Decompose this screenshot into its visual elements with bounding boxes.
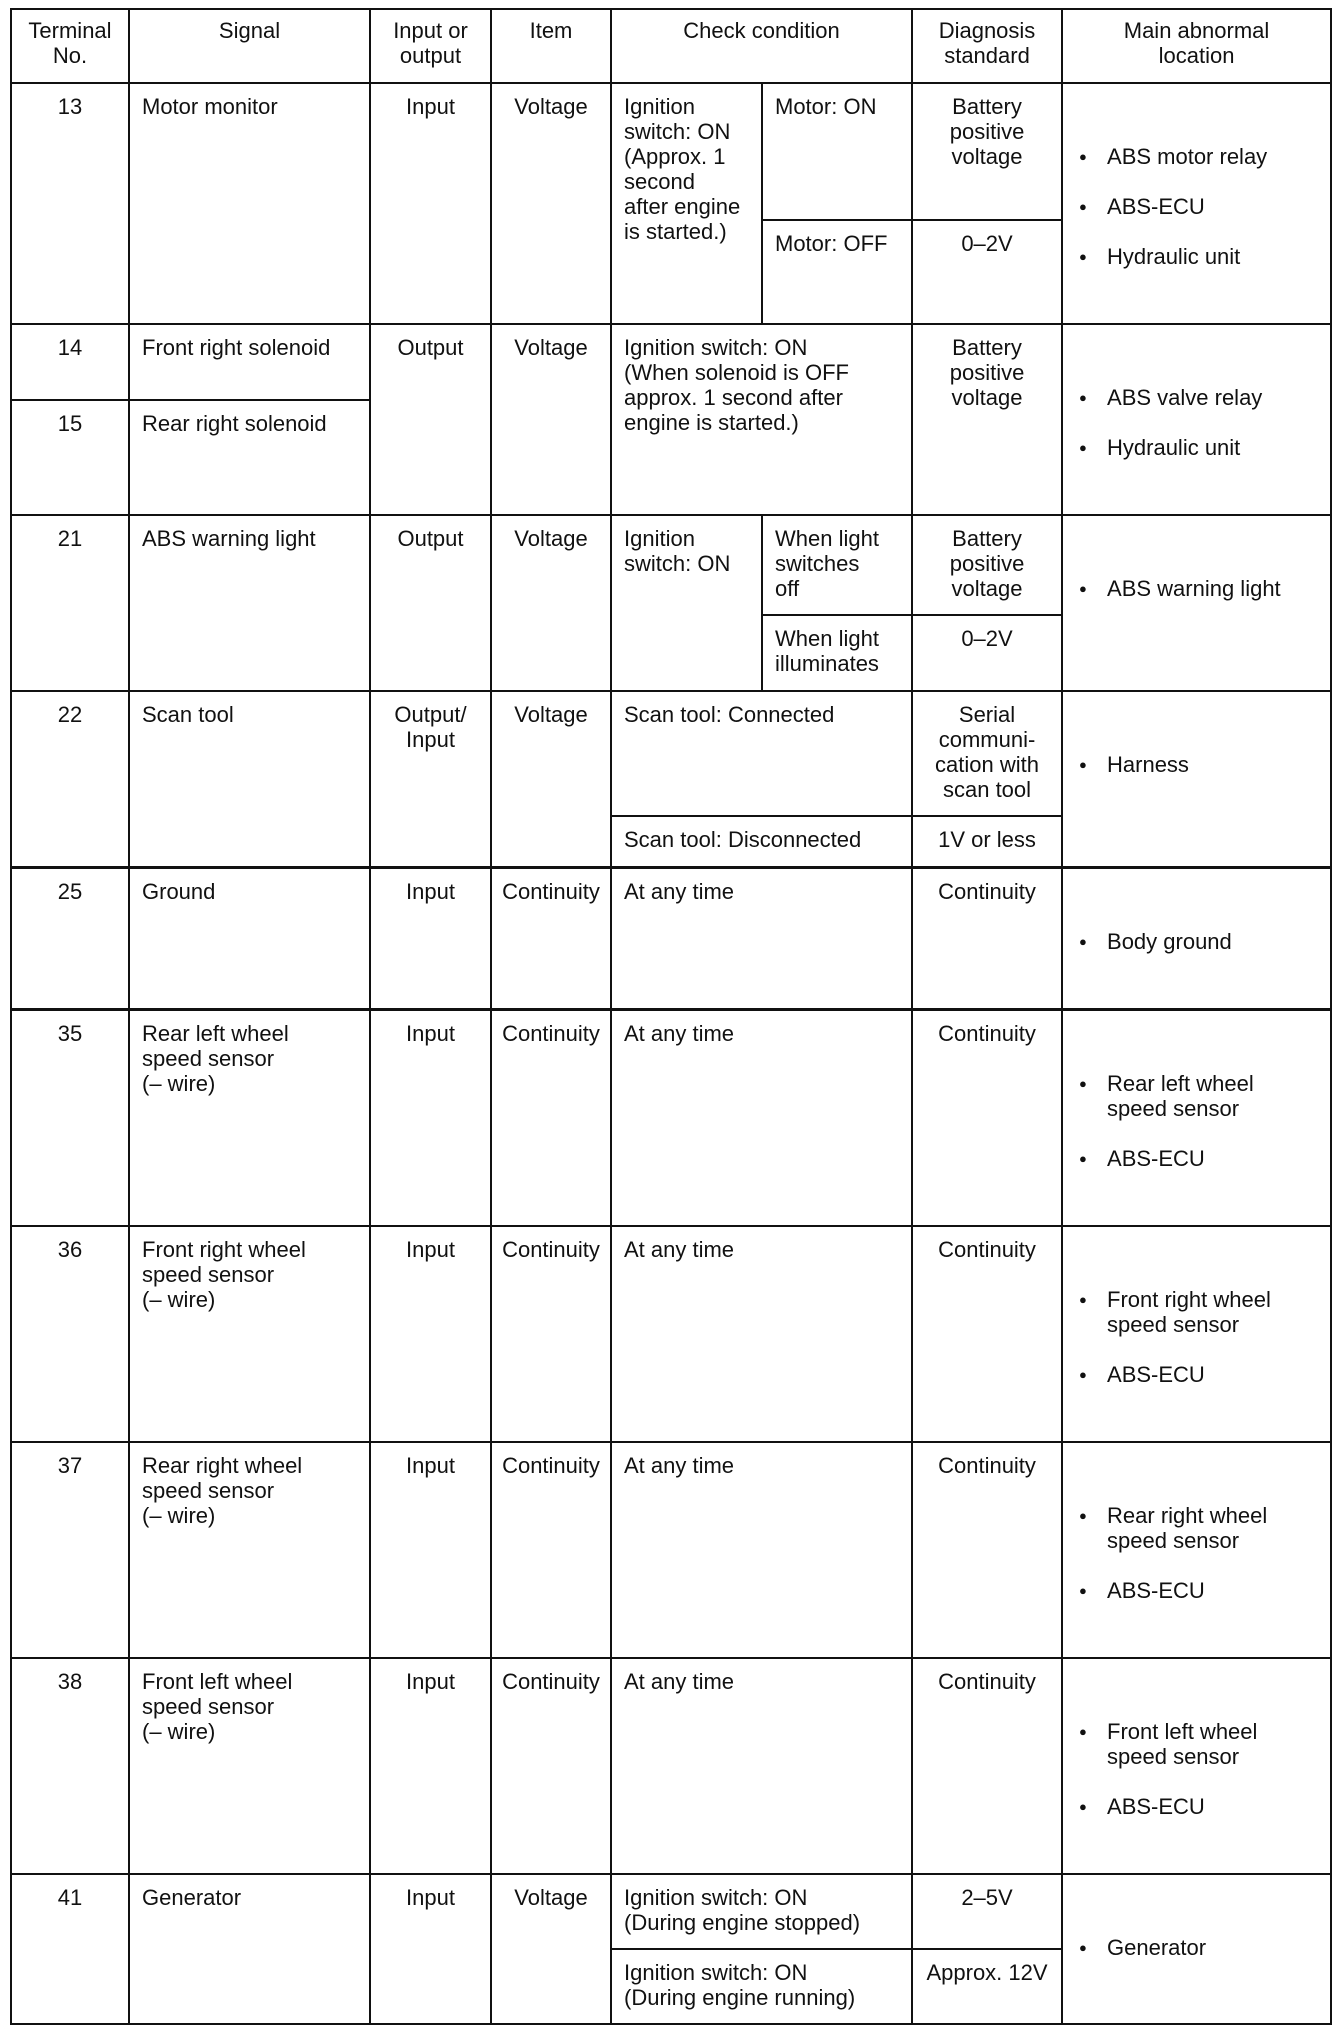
abnormal-location <box>1062 324 1331 515</box>
header-main-abnormal-location: Main abnormal location <box>1062 9 1331 83</box>
signal: Motor monitor <box>129 83 370 324</box>
terminal-no: 15 <box>11 400 129 515</box>
input-output: Input <box>370 1442 491 1658</box>
header-item: Item <box>491 9 611 83</box>
check-sub-condition: When light switches off <box>762 515 912 615</box>
location-list <box>1075 1694 1324 1844</box>
abnormal-location <box>1062 83 1331 324</box>
check-sub-condition: Scan tool: Connected <box>611 691 912 816</box>
item: Continuity <box>491 1009 611 1226</box>
diagnosis-table <box>10 8 1332 2025</box>
signal: Rear right wheel speed sensor (– wire) <box>129 1442 370 1658</box>
diagnosis-standard: Approx. 12V <box>912 1949 1062 2024</box>
input-output: Output <box>370 515 491 691</box>
item: Continuity <box>491 1658 611 1874</box>
signal: Front right solenoid <box>129 324 370 400</box>
input-output: Input <box>370 1658 491 1874</box>
signal: Rear right solenoid <box>129 400 370 515</box>
location-item: ● ABS-ECU <box>1075 1146 1324 1171</box>
diagnosis-table-container <box>10 8 1332 2025</box>
location-item: ● Hydraulic unit <box>1075 244 1324 269</box>
item: Continuity <box>491 867 611 1009</box>
input-output: Input <box>370 83 491 324</box>
check-condition: At any time <box>611 1226 912 1442</box>
terminal-no: 38 <box>11 1658 129 1874</box>
location-list <box>1075 904 1324 979</box>
signal: ABS warning light <box>129 515 370 691</box>
terminal-no: 25 <box>11 867 129 1009</box>
item: Voltage <box>491 691 611 867</box>
diagnosis-standard: Battery positive voltage <box>912 83 1062 220</box>
abnormal-location <box>1062 1658 1331 1874</box>
location-item: ● ABS valve relay <box>1075 385 1324 410</box>
terminal-no: 37 <box>11 1442 129 1658</box>
location-item: ● ABS-ECU <box>1075 1362 1324 1387</box>
table-row <box>11 1226 1331 1442</box>
item: Continuity <box>491 1226 611 1442</box>
signal: Front right wheel speed sensor (– wire) <box>129 1226 370 1442</box>
table-row <box>11 867 1331 1009</box>
check-condition: Ignition switch: ON (Approx. 1 second after engine is started.) <box>611 83 762 324</box>
input-output: Input <box>370 1226 491 1442</box>
check-condition: At any time <box>611 1658 912 1874</box>
location-item: ● Hydraulic unit <box>1075 435 1324 460</box>
check-sub-condition: Ignition switch: ON (During engine running) <box>611 1949 912 2024</box>
signal: Rear left wheel speed sensor (– wire) <box>129 1009 370 1226</box>
location-item: ● Generator <box>1075 1935 1324 1960</box>
table-row <box>11 1009 1331 1226</box>
location-item: ● ABS-ECU <box>1075 1794 1324 1819</box>
item: Voltage <box>491 83 611 324</box>
diagnosis-standard: 0–2V <box>912 220 1062 324</box>
location-item: ● ABS-ECU <box>1075 1578 1324 1603</box>
diagnosis-standard: Continuity <box>912 1226 1062 1442</box>
table-row <box>11 691 1331 816</box>
check-condition: At any time <box>611 1442 912 1658</box>
input-output: Input <box>370 1874 491 2024</box>
item: Voltage <box>491 324 611 515</box>
check-condition: Ignition switch: ON (When solenoid is OFF approx. 1 second after engine is started.) <box>611 324 912 515</box>
terminal-no: 22 <box>11 691 129 867</box>
terminal-no: 35 <box>11 1009 129 1226</box>
header-check-condition: Check condition <box>611 9 912 83</box>
input-output: Input <box>370 867 491 1009</box>
abnormal-location <box>1062 1009 1331 1226</box>
header-io: Input or output <box>370 9 491 83</box>
location-list <box>1075 360 1324 485</box>
location-list <box>1075 1478 1324 1628</box>
table-row <box>11 1874 1331 1949</box>
header-diagnosis-standard: Diagnosis standard <box>912 9 1062 83</box>
diagnosis-standard: Continuity <box>912 1442 1062 1658</box>
location-list <box>1075 551 1324 626</box>
abnormal-location <box>1062 1874 1331 2024</box>
input-output: Output/ Input <box>370 691 491 867</box>
diagnosis-standard: 1V or less <box>912 816 1062 867</box>
signal: Ground <box>129 867 370 1009</box>
location-item: ● ABS motor relay <box>1075 144 1324 169</box>
location-list <box>1075 119 1324 294</box>
location-list <box>1075 727 1324 802</box>
diagnosis-standard: Battery positive voltage <box>912 324 1062 515</box>
diagnosis-standard: Battery positive voltage <box>912 515 1062 615</box>
location-list <box>1075 1910 1324 1985</box>
location-item: ● Front right wheel speed sensor <box>1075 1287 1324 1337</box>
item: Voltage <box>491 1874 611 2024</box>
signal: Front left wheel speed sensor (– wire) <box>129 1658 370 1874</box>
check-condition: At any time <box>611 1009 912 1226</box>
abnormal-location <box>1062 1226 1331 1442</box>
diagnosis-standard: 2–5V <box>912 1874 1062 1949</box>
abnormal-location <box>1062 691 1331 867</box>
table-row <box>11 1442 1331 1658</box>
header-terminal: Terminal No. <box>11 9 129 83</box>
item: Continuity <box>491 1442 611 1658</box>
location-item: ● Rear left wheel speed sensor <box>1075 1071 1324 1121</box>
check-sub-condition: Scan tool: Disconnected <box>611 816 912 867</box>
location-item: ● Harness <box>1075 752 1324 777</box>
input-output: Output <box>370 324 491 515</box>
terminal-no: 36 <box>11 1226 129 1442</box>
location-item: ● Front left wheel speed sensor <box>1075 1719 1324 1769</box>
location-item: ● ABS warning light <box>1075 576 1324 601</box>
abnormal-location <box>1062 515 1331 691</box>
diagnosis-standard: Continuity <box>912 1658 1062 1874</box>
location-list <box>1075 1262 1324 1412</box>
location-list <box>1075 1046 1324 1196</box>
check-sub-condition: When light illuminates <box>762 615 912 691</box>
diagnosis-standard: Continuity <box>912 867 1062 1009</box>
diagnosis-standard: Serial communi- cation with scan tool <box>912 691 1062 816</box>
input-output: Input <box>370 1009 491 1226</box>
check-sub-condition: Ignition switch: ON (During engine stopped) <box>611 1874 912 1949</box>
table-row <box>11 515 1331 615</box>
terminal-no: 14 <box>11 324 129 400</box>
check-sub-condition: Motor: ON <box>762 83 912 220</box>
item: Voltage <box>491 515 611 691</box>
table-row <box>11 1658 1331 1874</box>
abnormal-location <box>1062 1442 1331 1658</box>
header-signal: Signal <box>129 9 370 83</box>
location-item: ● Rear right wheel speed sensor <box>1075 1503 1324 1553</box>
terminal-no: 13 <box>11 83 129 324</box>
check-sub-condition: Motor: OFF <box>762 220 912 324</box>
header-row <box>11 9 1331 83</box>
location-item: ● ABS-ECU <box>1075 194 1324 219</box>
diagnosis-standard: 0–2V <box>912 615 1062 691</box>
terminal-no: 41 <box>11 1874 129 2024</box>
check-condition: At any time <box>611 867 912 1009</box>
check-condition: Ignition switch: ON <box>611 515 762 691</box>
diagnosis-standard: Continuity <box>912 1009 1062 1226</box>
signal: Scan tool <box>129 691 370 867</box>
signal: Generator <box>129 1874 370 2024</box>
table-row <box>11 83 1331 220</box>
table-row <box>11 324 1331 400</box>
location-item: ● Body ground <box>1075 929 1324 954</box>
terminal-no: 21 <box>11 515 129 691</box>
abnormal-location <box>1062 867 1331 1009</box>
